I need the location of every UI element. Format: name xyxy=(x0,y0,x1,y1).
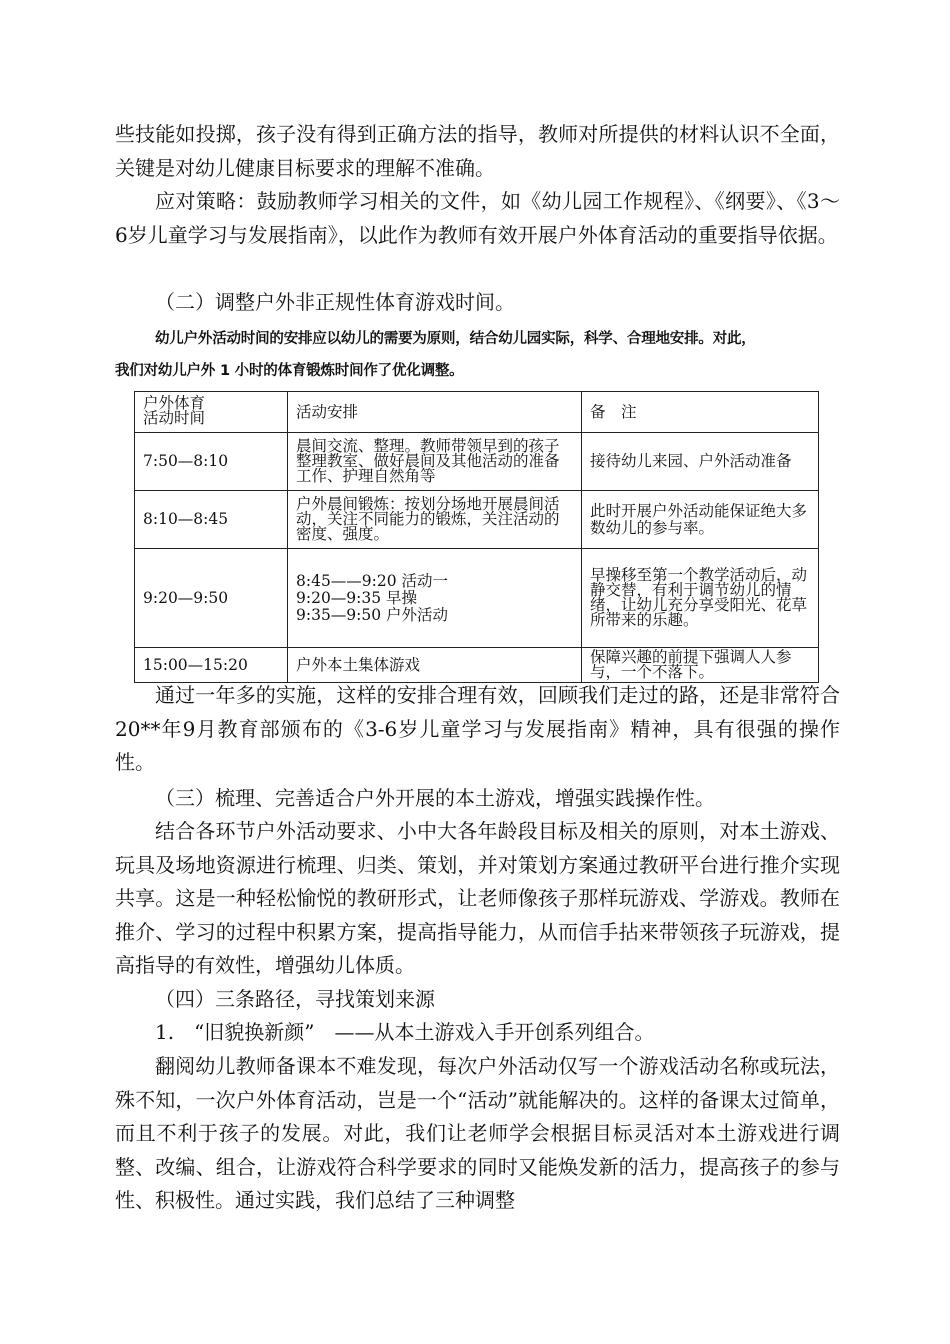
section-heading-4: （四）三条路径，寻找策划来源 xyxy=(155,987,435,1011)
cell-time: 15:00—15:20 xyxy=(135,648,288,683)
paragraph-implementation: 通过一年多的实施，这样的安排合理有效，回顾我们走过的路，还是非常符合20**年9月教育部颁布的《3-6岁儿童学习与发展指南》精神，具有很强的操作性。 xyxy=(115,683,840,774)
intro-line-2: 我们对幼儿户外 1 小时的体育锻炼时间作了优化调整。 xyxy=(115,363,464,379)
section-heading-2: （二）调整户外非正规性体育游戏时间。 xyxy=(155,290,515,314)
table-row xyxy=(135,491,819,549)
intro-paragraph xyxy=(115,323,845,387)
schedule-table xyxy=(134,391,819,683)
cell-activity: 晨间交流、整理。教师带领早到的孩子整理教室、做好晨间及其他活动的准备工作、护理自然角等 xyxy=(288,433,582,491)
section-heading-5: 1. “旧貌换新颜” ——从本土游戏入手开创系列组合。 xyxy=(155,1020,655,1044)
table-row xyxy=(135,549,819,648)
paragraph-lesson-plans: 翻阅幼儿教师备课本不难发现，每次户外活动仅写一个游戏活动名称或玩法，殊不知，一次户外体育活动，岂是一个“活动”就能解决的。这样的备课太过简单，而且不利于孩子的发展。对此，我们让老师学会根据目标灵活对本土游戏进行调整、改编、组合，让游戏符合科学要求的同时又能焕发新的活力，提高孩子的参与性、积极性。通过实践，我们总结了三种调整 xyxy=(115,1054,840,1212)
paragraph-local-games: 结合各环节户外活动要求、小中大各年龄段目标及相关的原则，对本土游戏、玩具及场地资源进行梳理、归类、策划，并对策划方案通过教研平台进行推介实现共享。这是一种轻松愉悦的教研形式，让老师像孩子那样玩游戏、学游戏。教师在推介、学习的过程中积累方案，提高指导能力，从而信手拈来带领孩子玩游戏，提高指导的有效性，增强幼儿体质。 xyxy=(115,819,840,977)
cell-note: 接待幼儿来园、户外活动准备 xyxy=(582,433,819,491)
cell-time: 9:20—9:50 xyxy=(135,549,288,648)
cell-time: 8:10—8:45 xyxy=(135,491,288,549)
header-time-line2: 活动时间 xyxy=(143,409,206,427)
section-heading-3: （三）梳理、完善适合户外开展的本土游戏，增强实践操作性。 xyxy=(155,786,715,810)
header-activity: 活动安排 xyxy=(288,392,582,433)
cell-activity: 户外晨间锻炼：按划分场地开展晨间活动，关注不同能力的锻炼，关注活动的密度、强度。 xyxy=(288,491,582,549)
cell-note: 早操移至第一个教学活动后，动静交替，有利于调节幼儿的情绪，让幼儿充分享受阳光、花草所带来的乐趣。 xyxy=(582,549,819,648)
header-time-line1: 户外体育 xyxy=(143,394,206,412)
cell-activity: 户外本土集体游戏 xyxy=(288,648,582,683)
paragraph-strategy: 应对策略：鼓励教师学习相关的文件，如《幼儿园工作规程》、《纲要》、《3～6岁儿童学习与发展指南》，以此作为教师有效开展户外体育活动的重要指导依据。 xyxy=(115,189,840,247)
table-header-row xyxy=(135,392,819,433)
cell-note: 此时开展户外活动能保证绝大多数幼儿的参与率。 xyxy=(582,491,819,549)
cell-note: 保障兴趣的前提下强调人人参与，一个不落下。 xyxy=(582,648,819,683)
intro-line-1: 幼儿户外活动时间的安排应以幼儿的需要为原则，结合幼儿园实际，科学、合理地安排。对此， xyxy=(155,331,756,347)
header-note: 备 注 xyxy=(582,392,819,433)
paragraph-continuation: 些技能如投掷，孩子没有得到正确方法的指导，教师对所提供的材料认识不全面，关键是对幼儿健康目标要求的理解不准确。 xyxy=(115,122,840,180)
cell-time: 7:50—8:10 xyxy=(135,433,288,491)
table-row xyxy=(135,648,819,683)
header-time xyxy=(135,392,288,433)
cell-activity: 8:45——9:20 活动一 9:20—9:35 早操 9:35—9:50 户外活动 xyxy=(288,549,582,648)
table-row xyxy=(135,433,819,491)
